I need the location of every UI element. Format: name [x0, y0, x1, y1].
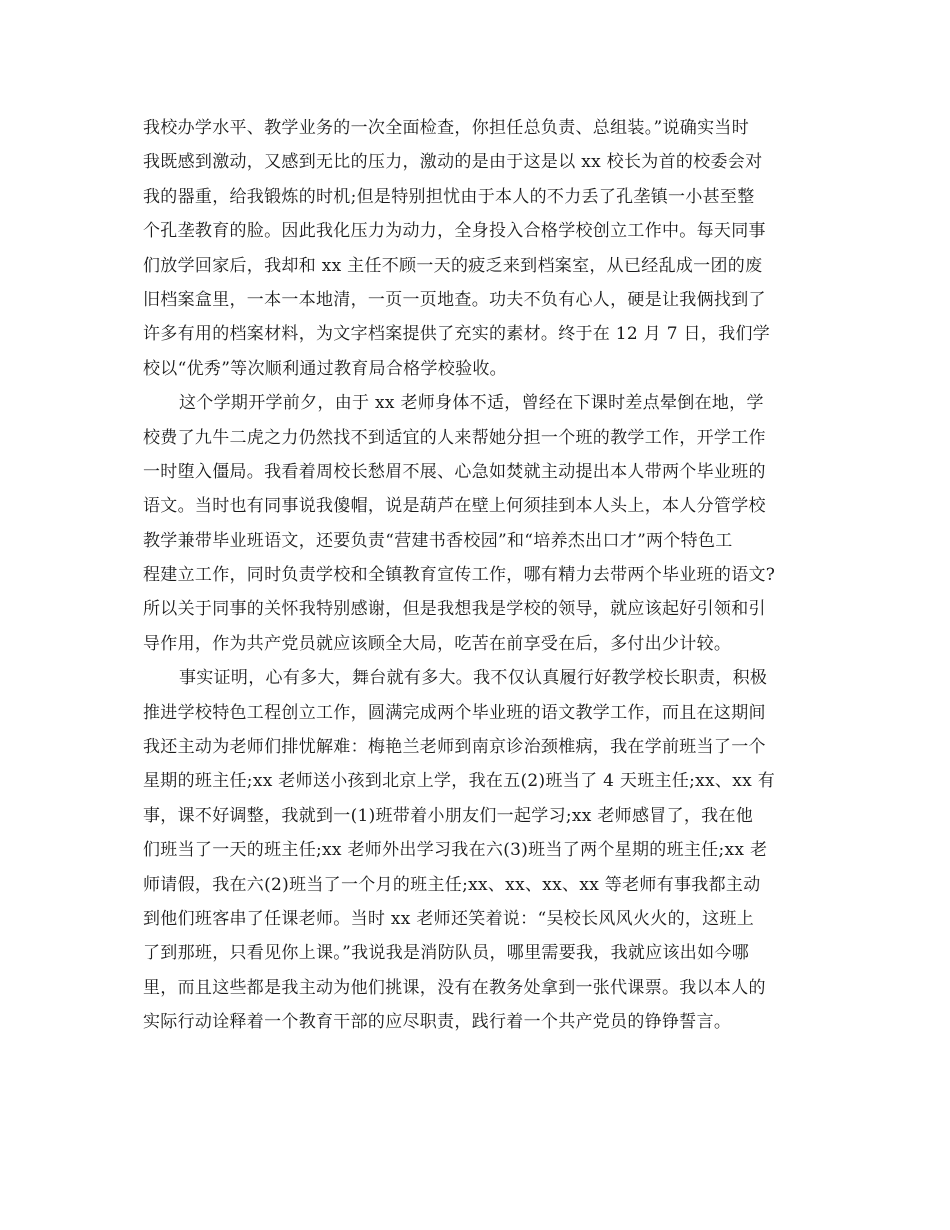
text-line: 里，而且这些都是我主动为他们挑课，没有在教务处拿到一张代课票。我以本人的 — [143, 977, 766, 998]
text-line: 许多有用的档案材料，为文字档案提供了充实的素材。终于在 12 月 7 日，我们学 — [143, 324, 771, 345]
text-line: 校费了九牛二虎之力仍然找不到适宜的人来帮她分担一个班的教学工作，开学工作 — [143, 427, 766, 448]
text-line: 们班当了一天的班主任;xx 老师外出学习我在六(3)班当了两个星期的班主任;xx 老 — [143, 840, 768, 861]
text-line: 了到那班，只看见你上课。”我说我是消防队员，哪里需要我，我就应该出如今哪 — [143, 943, 749, 964]
paragraph — [143, 386, 815, 661]
text-line: 一时堕入僵局。我看着周校长愁眉不展、心急如焚就主动提出本人带两个毕业班的 — [143, 461, 766, 482]
text-line: 推进学校特色工程创立工作，圆满完成两个毕业班的语文教学工作，而且在这期间 — [143, 702, 766, 723]
document-body — [143, 111, 815, 1040]
text-line: 旧档案盒里，一本一本地清，一页一页地查。功夫不负有心人，硬是让我俩找到了 — [143, 289, 766, 310]
text-line: 教学兼带毕业班语文，还要负责“营建书香校园”和“培养杰出口才”两个特色工 — [143, 530, 733, 551]
text-line: 星期的班主任;xx 老师送小孩到北京上学，我在五(2)班当了 4 天班主任;xx、xx 有 — [143, 771, 775, 792]
paragraph — [143, 111, 815, 386]
text-line: 校以“优秀”等次顺利通过教育局合格学校验收。 — [143, 358, 507, 379]
text-line: 到他们班客串了任课老师。当时 xx 老师还笑着说：“吴校长风风火火的，这班上 — [143, 908, 755, 929]
text-line: 语文。当时也有同事说我傻帽，说是葫芦在壁上何须挂到本人头上，本人分管学校 — [143, 496, 766, 517]
text-line: 导作用，作为共产党员就应该顾全大局，吃苦在前享受在后，多付出少计较。 — [143, 633, 732, 654]
text-line: 所以关于同事的关怀我特别感谢，但是我想我是学校的领导，就应该起好引领和引 — [143, 599, 766, 620]
text-line: 程建立工作，同时负责学校和全镇教育宣传工作，哪有精力去带两个毕业班的语文? — [143, 565, 776, 586]
text-line: 我既感到激动，又感到无比的压力，激动的是由于这是以 xx 校长为首的校委会对 — [143, 152, 763, 173]
text-line: 事，课不好调整，我就到一(1)班带着小朋友们一起学习;xx 老师感冒了，我在他 — [143, 805, 754, 826]
text-line: 我的器重，给我锻炼的时机;但是特别担忧由于本人的不力丢了孔垄镇一小甚至整 — [143, 186, 755, 207]
text-line: 们放学回家后，我却和 xx 主任不顾一天的疲乏来到档案室，从已经乱成一团的废 — [143, 255, 763, 276]
text-line: 这个学期开学前夕，由于 xx 老师身体不适，曾经在下课时差点晕倒在地，学 — [179, 393, 764, 414]
text-line: 事实证明，心有多大，舞台就有多大。我不仅认真履行好教学校长职责，积极 — [179, 668, 768, 689]
text-line: 师请假，我在六(2)班当了一个月的班主任;xx、xx、xx、xx 等老师有事我都主动 — [143, 874, 761, 895]
text-line: 我还主动为老师们排忧解难：梅艳兰老师到南京诊治颈椎病，我在学前班当了一个 — [143, 737, 766, 758]
text-line: 我校办学水平、教学业务的一次全面检查，你担任总负责、总组装。”说确实当时 — [143, 118, 749, 138]
paragraph — [143, 661, 815, 1039]
text-line: 实际行动诠释着一个教育干部的应尽职责，践行着一个共产党员的铮铮誓言。 — [143, 1012, 732, 1033]
text-line: 个孔垄教育的脸。因此我化压力为动力，全身投入合格学校创立工作中。每天同事 — [143, 221, 766, 242]
